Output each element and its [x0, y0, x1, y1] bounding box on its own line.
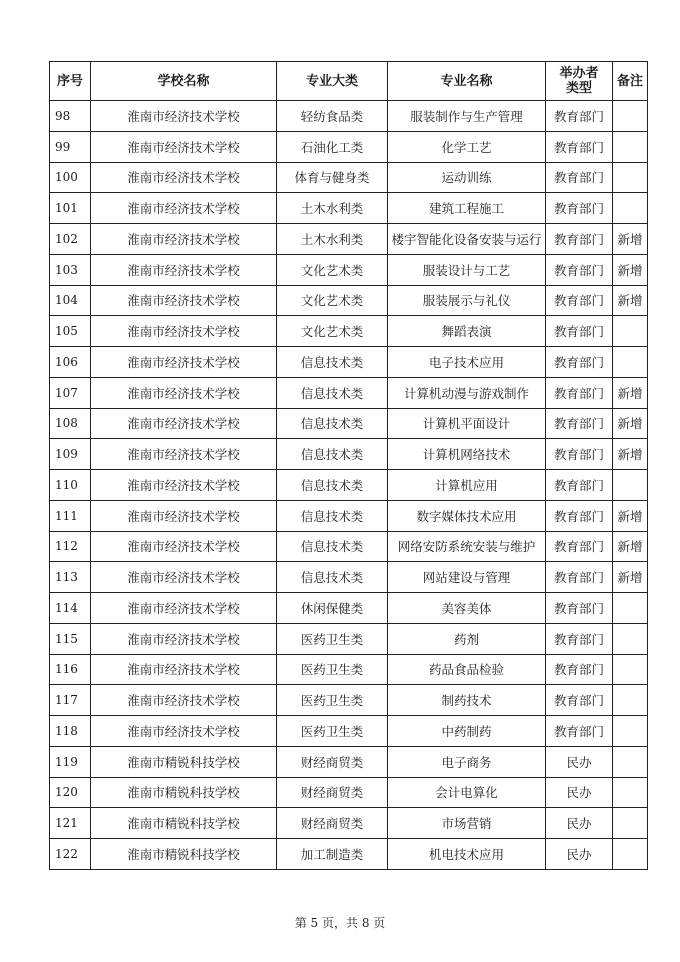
organizer-type-cell: 教育部门 — [546, 193, 613, 224]
school-name-cell: 淮南市经济技术学校 — [91, 593, 277, 624]
table-row — [50, 777, 648, 808]
serial-number-cell: 101 — [50, 193, 91, 224]
organizer-type-cell: 民办 — [546, 839, 613, 870]
serial-number-cell: 115 — [50, 623, 91, 654]
major-name-cell: 电子商务 — [388, 746, 546, 777]
major-category-cell: 医药卫生类 — [277, 654, 388, 685]
table-row — [50, 285, 648, 316]
school-name-cell: 淮南市经济技术学校 — [91, 193, 277, 224]
school-name-cell: 淮南市经济技术学校 — [91, 716, 277, 747]
major-name-cell: 会计电算化 — [388, 777, 546, 808]
note-cell: 新增 — [613, 224, 648, 255]
serial-number-cell: 113 — [50, 562, 91, 593]
major-name-cell: 机电技术应用 — [388, 839, 546, 870]
school-name-cell: 淮南市精锐科技学校 — [91, 839, 277, 870]
school-name-cell: 淮南市经济技术学校 — [91, 500, 277, 531]
table-row — [50, 377, 648, 408]
header-serial-number: 序号 — [50, 62, 91, 101]
note-cell: 新增 — [613, 408, 648, 439]
organizer-type-cell: 教育部门 — [546, 439, 613, 470]
major-name-cell: 计算机应用 — [388, 470, 546, 501]
note-cell — [613, 654, 648, 685]
major-name-cell: 网站建设与管理 — [388, 562, 546, 593]
serial-number-cell: 107 — [50, 377, 91, 408]
organizer-type-cell: 教育部门 — [546, 131, 613, 162]
serial-number-cell: 114 — [50, 593, 91, 624]
major-category-cell: 信息技术类 — [277, 347, 388, 378]
table-row — [50, 685, 648, 716]
major-name-cell: 网络安防系统安装与维护 — [388, 531, 546, 562]
major-name-cell: 计算机平面设计 — [388, 408, 546, 439]
organizer-type-cell: 教育部门 — [546, 562, 613, 593]
serial-number-cell: 117 — [50, 685, 91, 716]
table-row — [50, 254, 648, 285]
table-row — [50, 101, 648, 132]
major-name-cell: 数字媒体技术应用 — [388, 500, 546, 531]
school-name-cell: 淮南市经济技术学校 — [91, 470, 277, 501]
major-category-cell: 土木水利类 — [277, 224, 388, 255]
school-name-cell: 淮南市经济技术学校 — [91, 654, 277, 685]
organizer-type-cell: 民办 — [546, 777, 613, 808]
table-row — [50, 654, 648, 685]
major-name-cell: 制药技术 — [388, 685, 546, 716]
note-cell: 新增 — [613, 531, 648, 562]
table-row — [50, 562, 648, 593]
note-cell — [613, 101, 648, 132]
organizer-type-cell: 教育部门 — [546, 531, 613, 562]
serial-number-cell: 103 — [50, 254, 91, 285]
note-cell — [613, 746, 648, 777]
major-name-cell: 计算机动漫与游戏制作 — [388, 377, 546, 408]
note-cell: 新增 — [613, 377, 648, 408]
major-name-cell: 楼宇智能化设备安装与运行 — [388, 224, 546, 255]
major-category-cell: 文化艺术类 — [277, 254, 388, 285]
note-cell — [613, 839, 648, 870]
organizer-type-cell: 教育部门 — [546, 285, 613, 316]
serial-number-cell: 98 — [50, 101, 91, 132]
organizer-type-cell: 教育部门 — [546, 224, 613, 255]
serial-number-cell: 108 — [50, 408, 91, 439]
major-category-cell: 信息技术类 — [277, 377, 388, 408]
serial-number-cell: 100 — [50, 162, 91, 193]
note-cell — [613, 193, 648, 224]
major-name-cell: 中药制药 — [388, 716, 546, 747]
organizer-type-cell: 教育部门 — [546, 654, 613, 685]
major-name-cell: 美容美体 — [388, 593, 546, 624]
major-category-cell: 休闲保健类 — [277, 593, 388, 624]
note-cell — [613, 162, 648, 193]
major-name-cell: 舞蹈表演 — [388, 316, 546, 347]
table-row — [50, 162, 648, 193]
major-category-cell: 财经商贸类 — [277, 746, 388, 777]
school-name-cell: 淮南市经济技术学校 — [91, 623, 277, 654]
major-category-cell: 信息技术类 — [277, 531, 388, 562]
table-row — [50, 316, 648, 347]
organizer-type-cell: 教育部门 — [546, 101, 613, 132]
note-cell — [613, 131, 648, 162]
note-cell: 新增 — [613, 562, 648, 593]
major-category-cell: 体育与健身类 — [277, 162, 388, 193]
table-row — [50, 224, 648, 255]
school-name-cell: 淮南市精锐科技学校 — [91, 746, 277, 777]
major-category-cell: 土木水利类 — [277, 193, 388, 224]
note-cell — [613, 470, 648, 501]
major-category-cell: 医药卫生类 — [277, 623, 388, 654]
organizer-type-cell: 教育部门 — [546, 254, 613, 285]
major-category-cell: 石油化工类 — [277, 131, 388, 162]
organizer-type-cell: 教育部门 — [546, 685, 613, 716]
school-name-cell: 淮南市经济技术学校 — [91, 101, 277, 132]
organizer-type-cell: 教育部门 — [546, 347, 613, 378]
school-name-cell: 淮南市经济技术学校 — [91, 162, 277, 193]
table-row — [50, 808, 648, 839]
serial-number-cell: 116 — [50, 654, 91, 685]
organizer-type-cell: 民办 — [546, 808, 613, 839]
organizer-type-cell: 教育部门 — [546, 716, 613, 747]
serial-number-cell: 122 — [50, 839, 91, 870]
organizer-type-cell: 教育部门 — [546, 470, 613, 501]
serial-number-cell: 121 — [50, 808, 91, 839]
note-cell — [613, 685, 648, 716]
table-row — [50, 716, 648, 747]
organizer-type-cell: 教育部门 — [546, 500, 613, 531]
note-cell — [613, 808, 648, 839]
major-name-cell: 市场营销 — [388, 808, 546, 839]
table-row — [50, 623, 648, 654]
note-cell: 新增 — [613, 500, 648, 531]
table-row — [50, 746, 648, 777]
table-header-row — [50, 62, 648, 101]
school-name-cell: 淮南市经济技术学校 — [91, 254, 277, 285]
major-category-cell: 轻纺食品类 — [277, 101, 388, 132]
serial-number-cell: 109 — [50, 439, 91, 470]
table-row — [50, 131, 648, 162]
school-name-cell: 淮南市经济技术学校 — [91, 562, 277, 593]
serial-number-cell: 106 — [50, 347, 91, 378]
school-name-cell: 淮南市精锐科技学校 — [91, 777, 277, 808]
page-number-footer: 第 5 页，共 8 页 — [294, 916, 386, 930]
note-cell: 新增 — [613, 254, 648, 285]
serial-number-cell: 118 — [50, 716, 91, 747]
note-cell — [613, 777, 648, 808]
serial-number-cell: 112 — [50, 531, 91, 562]
major-category-cell: 信息技术类 — [277, 439, 388, 470]
table-row — [50, 500, 648, 531]
table-row — [50, 439, 648, 470]
school-name-cell: 淮南市经济技术学校 — [91, 285, 277, 316]
serial-number-cell: 111 — [50, 500, 91, 531]
school-name-cell: 淮南市经济技术学校 — [91, 224, 277, 255]
major-category-cell: 加工制造类 — [277, 839, 388, 870]
table-row — [50, 347, 648, 378]
table-row — [50, 593, 648, 624]
major-category-cell: 信息技术类 — [277, 500, 388, 531]
table-row — [50, 193, 648, 224]
major-category-cell: 信息技术类 — [277, 562, 388, 593]
serial-number-cell: 99 — [50, 131, 91, 162]
header-major-category: 专业大类 — [277, 62, 388, 101]
school-name-cell: 淮南市经济技术学校 — [91, 316, 277, 347]
note-cell: 新增 — [613, 285, 648, 316]
note-cell — [613, 316, 648, 347]
major-name-cell: 药品食品检验 — [388, 654, 546, 685]
major-category-cell: 医药卫生类 — [277, 685, 388, 716]
header-school-name: 学校名称 — [91, 62, 277, 101]
major-name-cell: 服装展示与礼仪 — [388, 285, 546, 316]
school-name-cell: 淮南市经济技术学校 — [91, 685, 277, 716]
header-organizer-line1: 举办者 — [559, 66, 599, 81]
major-category-cell: 文化艺术类 — [277, 285, 388, 316]
programs-table — [49, 61, 648, 870]
table-row — [50, 531, 648, 562]
organizer-type-cell: 教育部门 — [546, 623, 613, 654]
major-category-cell: 文化艺术类 — [277, 316, 388, 347]
major-category-cell: 信息技术类 — [277, 408, 388, 439]
table-body — [50, 101, 648, 870]
major-name-cell: 运动训练 — [388, 162, 546, 193]
header-major-name: 专业名称 — [388, 62, 546, 101]
note-cell — [613, 716, 648, 747]
school-name-cell: 淮南市经济技术学校 — [91, 408, 277, 439]
organizer-type-cell: 教育部门 — [546, 593, 613, 624]
organizer-type-cell: 教育部门 — [546, 377, 613, 408]
serial-number-cell: 102 — [50, 224, 91, 255]
table-row — [50, 839, 648, 870]
major-name-cell: 化学工艺 — [388, 131, 546, 162]
school-name-cell: 淮南市经济技术学校 — [91, 531, 277, 562]
school-name-cell: 淮南市经济技术学校 — [91, 439, 277, 470]
serial-number-cell: 110 — [50, 470, 91, 501]
major-category-cell: 财经商贸类 — [277, 777, 388, 808]
table-row — [50, 408, 648, 439]
serial-number-cell: 119 — [50, 746, 91, 777]
major-name-cell: 建筑工程施工 — [388, 193, 546, 224]
school-name-cell: 淮南市精锐科技学校 — [91, 808, 277, 839]
school-name-cell: 淮南市经济技术学校 — [91, 377, 277, 408]
organizer-type-cell: 教育部门 — [546, 316, 613, 347]
major-name-cell: 药剂 — [388, 623, 546, 654]
major-name-cell: 服装设计与工艺 — [388, 254, 546, 285]
note-cell — [613, 347, 648, 378]
organizer-type-cell: 教育部门 — [546, 408, 613, 439]
major-category-cell: 财经商贸类 — [277, 808, 388, 839]
school-name-cell: 淮南市经济技术学校 — [91, 347, 277, 378]
note-cell — [613, 623, 648, 654]
organizer-type-cell: 教育部门 — [546, 162, 613, 193]
major-category-cell: 医药卫生类 — [277, 716, 388, 747]
serial-number-cell: 105 — [50, 316, 91, 347]
table-row — [50, 470, 648, 501]
organizer-type-cell: 民办 — [546, 746, 613, 777]
school-name-cell: 淮南市经济技术学校 — [91, 131, 277, 162]
major-name-cell: 电子技术应用 — [388, 347, 546, 378]
note-cell — [613, 593, 648, 624]
serial-number-cell: 120 — [50, 777, 91, 808]
major-name-cell: 服装制作与生产管理 — [388, 101, 546, 132]
major-name-cell: 计算机网络技术 — [388, 439, 546, 470]
major-category-cell: 信息技术类 — [277, 470, 388, 501]
header-organizer-line2: 类型 — [565, 81, 592, 96]
header-note: 备注 — [613, 62, 648, 101]
serial-number-cell: 104 — [50, 285, 91, 316]
note-cell: 新增 — [613, 439, 648, 470]
header-organizer-type — [546, 62, 613, 101]
